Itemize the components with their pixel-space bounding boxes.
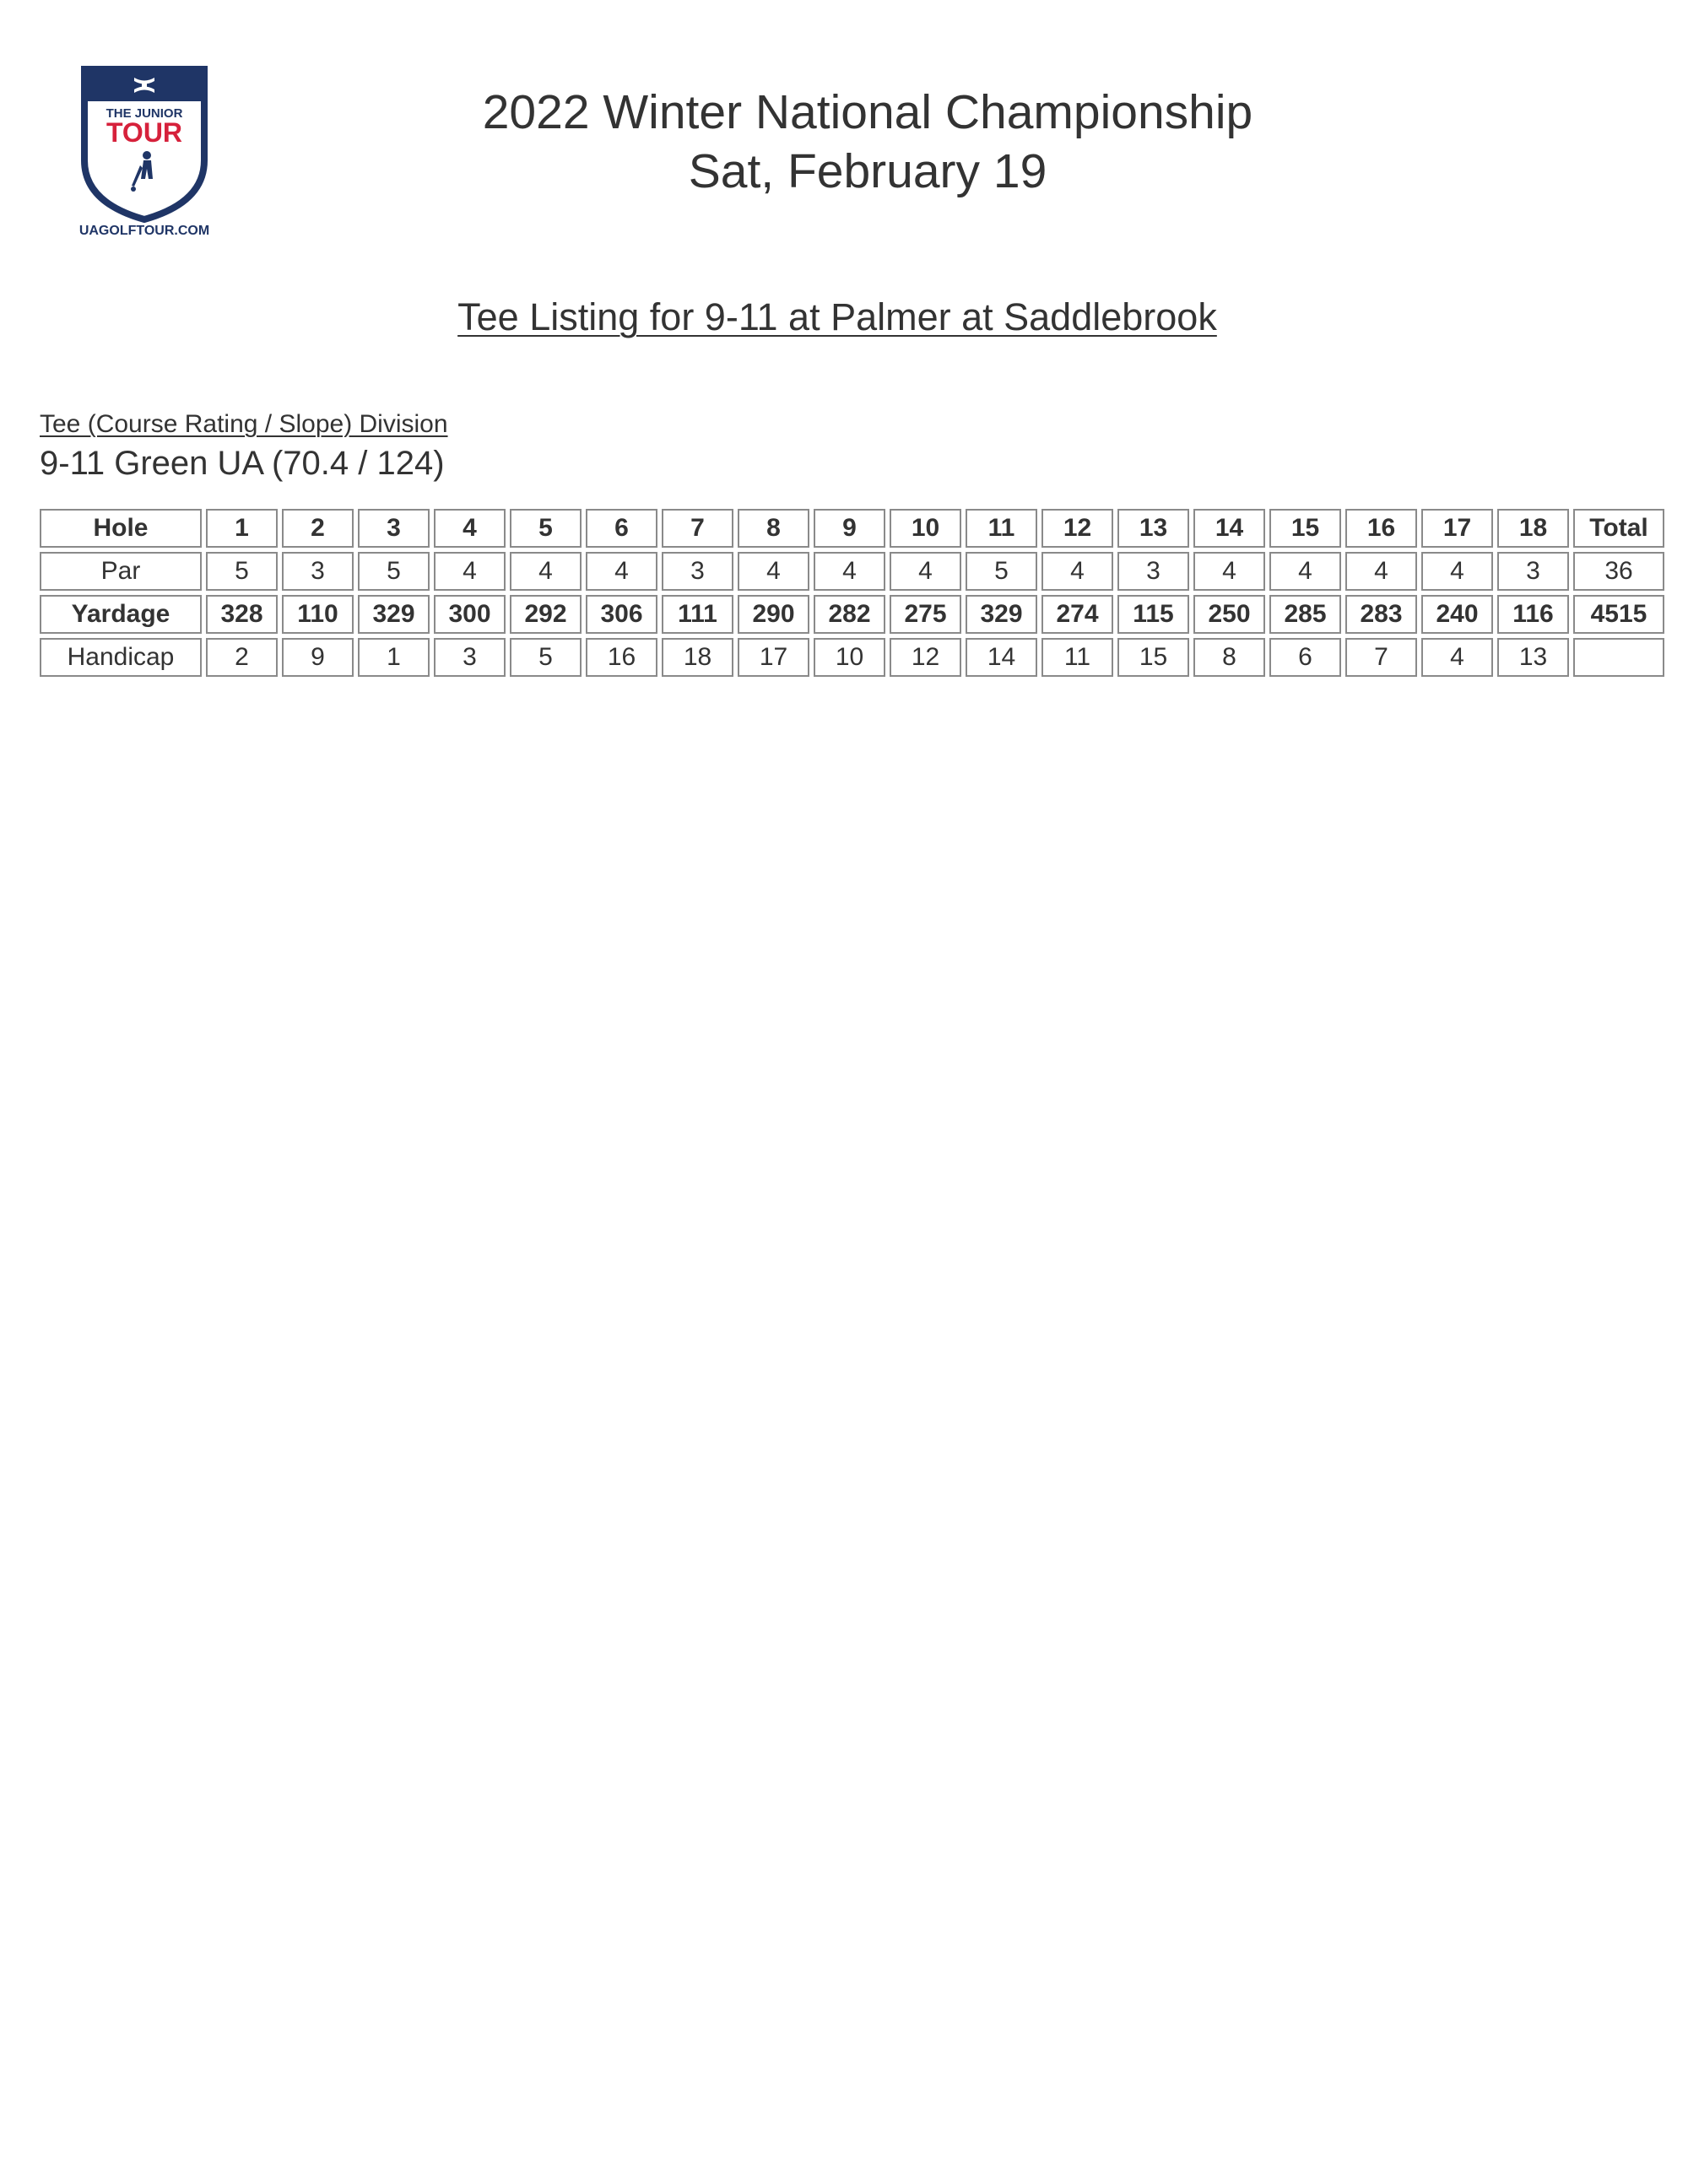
table-cell: 6 [1269, 638, 1341, 677]
logo-brand-text: THE JUNIOR [106, 106, 183, 121]
table-cell: 2 [282, 509, 354, 548]
table-cell: 5 [206, 552, 278, 591]
table-cell: 4 [1345, 552, 1417, 591]
row-label: Par [40, 552, 202, 591]
table-cell: 283 [1345, 595, 1417, 634]
table-cell: 110 [282, 595, 354, 634]
row-label: Yardage [40, 595, 202, 634]
table-cell: 290 [738, 595, 809, 634]
table-cell: 4 [1269, 552, 1341, 591]
table-cell: 3 [662, 552, 733, 591]
table-cell: 4 [738, 552, 809, 591]
section-label: Tee (Course Rating / Slope) Division [40, 410, 448, 438]
table-cell: 3 [434, 638, 506, 677]
table-cell: 13 [1117, 509, 1189, 548]
table-cell: 11 [966, 509, 1037, 548]
table-cell: 10 [814, 638, 885, 677]
table-row-yardage [40, 595, 1664, 634]
event-date: Sat, February 19 [688, 144, 1047, 198]
table-row-par [40, 552, 1664, 591]
table-cell: 13 [1497, 638, 1569, 677]
table-cell: 3 [1117, 552, 1189, 591]
table-cell: 9 [814, 509, 885, 548]
table-cell: 3 [1497, 552, 1569, 591]
table-cell: 4 [1421, 638, 1493, 677]
table-cell: 115 [1117, 595, 1189, 634]
table-cell: 300 [434, 595, 506, 634]
table-cell: 6 [586, 509, 657, 548]
logo-tour-text: TOUR [106, 117, 183, 148]
table-cell: 4 [1041, 552, 1113, 591]
table-cell: 16 [586, 638, 657, 677]
total-cell: 4515 [1573, 595, 1664, 634]
table-cell: 3 [358, 509, 430, 548]
table-cell: 14 [1193, 509, 1265, 548]
total-cell: 36 [1573, 552, 1664, 591]
table-cell: 18 [662, 638, 733, 677]
table-cell: 4 [510, 552, 582, 591]
tee-listing-heading-text: Tee Listing for 9-11 at Palmer at Saddlebrook [457, 295, 1217, 338]
logo-url-text: UAGOLFTOUR.COM [78, 224, 210, 238]
table-cell: 2 [206, 638, 278, 677]
table-cell: 329 [966, 595, 1037, 634]
table-cell: 14 [966, 638, 1037, 677]
table-cell: 8 [1193, 638, 1265, 677]
table-cell: 9 [282, 638, 354, 677]
table-cell: 3 [282, 552, 354, 591]
event-title: 2022 Winter National Championship [482, 85, 1253, 139]
table-cell: 12 [890, 638, 961, 677]
table-cell: 4 [890, 552, 961, 591]
table-cell: 15 [1117, 638, 1189, 677]
table-cell: 1 [206, 509, 278, 548]
table-cell: 274 [1041, 595, 1113, 634]
table-cell: 10 [890, 509, 961, 548]
table-cell: 5 [510, 638, 582, 677]
table-cell: 7 [662, 509, 733, 548]
table-cell: 5 [966, 552, 1037, 591]
row-label: Handicap [40, 638, 202, 677]
table-cell: 4 [434, 509, 506, 548]
table-cell: 17 [1421, 509, 1493, 548]
table-cell: 18 [1497, 509, 1569, 548]
table-cell: 240 [1421, 595, 1493, 634]
total-cell [1573, 638, 1664, 677]
table-cell: 17 [738, 638, 809, 677]
table-row-hole [40, 509, 1664, 548]
table-cell: 5 [358, 552, 430, 591]
page-header [0, 83, 1688, 201]
table-cell: 1 [358, 638, 430, 677]
table-cell: 250 [1193, 595, 1265, 634]
table-cell: 12 [1041, 509, 1113, 548]
table-cell: 282 [814, 595, 885, 634]
table-cell: 328 [206, 595, 278, 634]
table-cell: 4 [1421, 552, 1493, 591]
table-cell: 285 [1269, 595, 1341, 634]
row-label: Hole [40, 509, 202, 548]
table-cell: 4 [1193, 552, 1265, 591]
table-cell: 306 [586, 595, 657, 634]
table-cell: 111 [662, 595, 733, 634]
table-cell: 4 [434, 552, 506, 591]
division-title: 9-11 Green UA (70.4 / 124) [40, 445, 445, 482]
total-cell: Total [1573, 509, 1664, 548]
table-cell: 11 [1041, 638, 1113, 677]
table-cell: 15 [1269, 509, 1341, 548]
table-cell: 16 [1345, 509, 1417, 548]
table-cell: 7 [1345, 638, 1417, 677]
table-cell: 5 [510, 509, 582, 548]
tee-table [35, 505, 1669, 681]
table-row-handicap [40, 638, 1664, 677]
table-cell: 329 [358, 595, 430, 634]
table-cell: 275 [890, 595, 961, 634]
table-cell: 8 [738, 509, 809, 548]
table-cell: 292 [510, 595, 582, 634]
table-cell: 4 [586, 552, 657, 591]
table-cell: 4 [814, 552, 885, 591]
table-cell: 116 [1497, 595, 1569, 634]
tee-listing-heading [0, 294, 1688, 341]
